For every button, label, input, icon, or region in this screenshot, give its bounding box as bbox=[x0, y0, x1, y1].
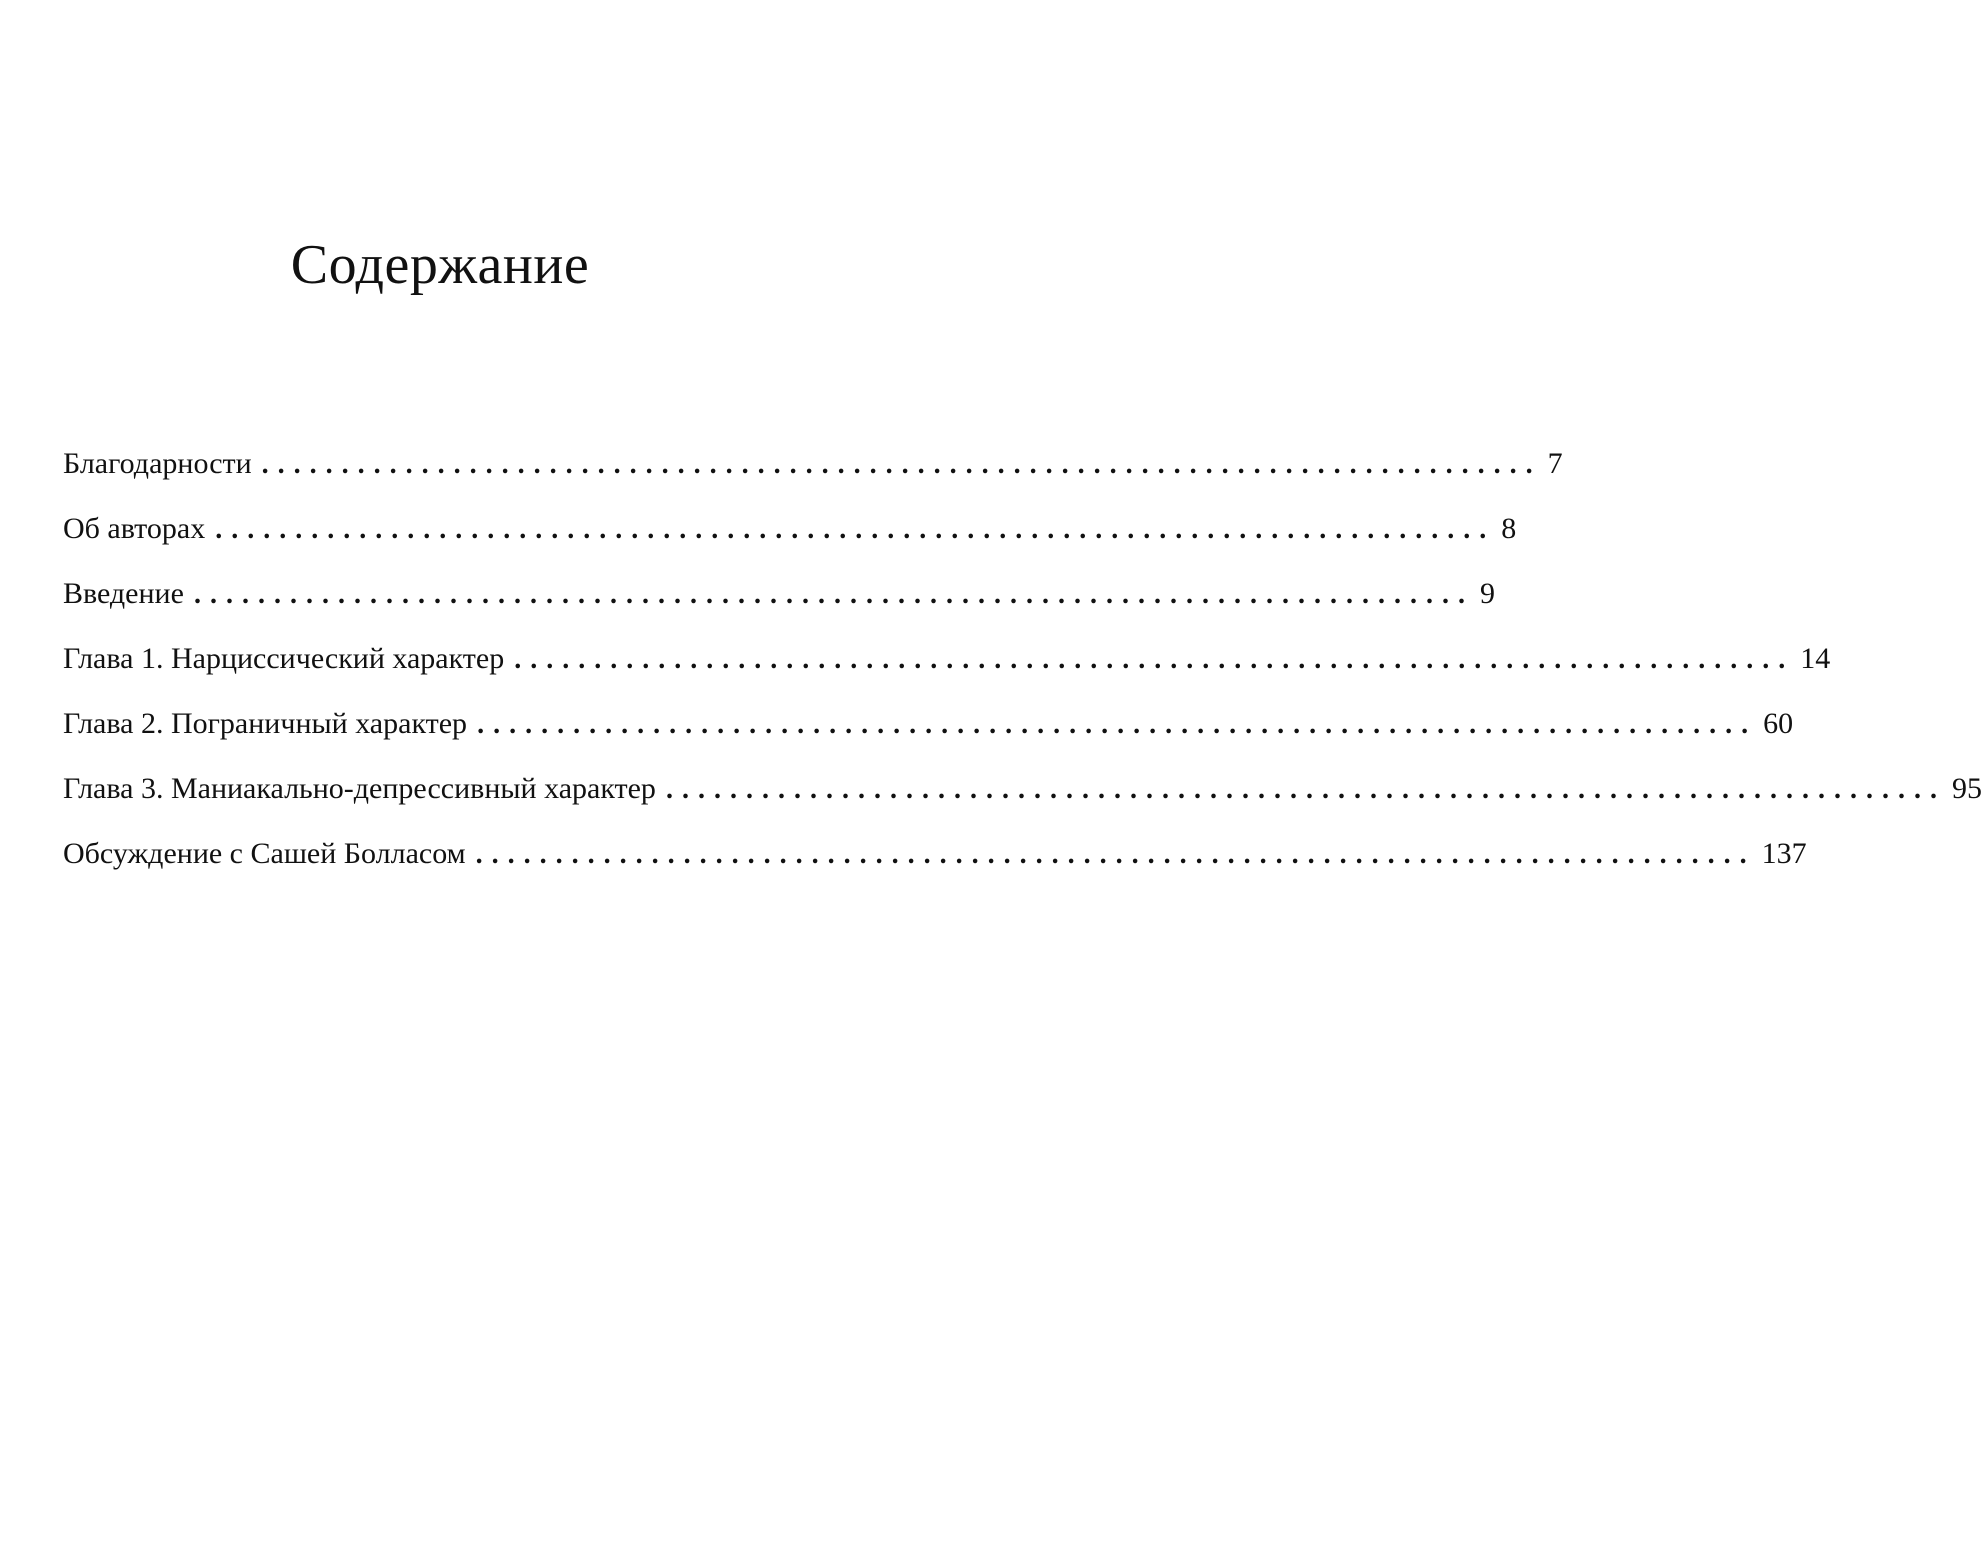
toc-dot-leader: ................................................................................ bbox=[193, 579, 1474, 610]
toc-entry bbox=[63, 765, 1982, 830]
toc-dot-leader: ................................................................................ bbox=[514, 644, 1795, 675]
toc-entry bbox=[63, 635, 1831, 700]
toc-entry bbox=[63, 505, 1517, 570]
toc-entry-page: 9 bbox=[1479, 577, 1495, 610]
toc-entry-page: 8 bbox=[1501, 512, 1517, 545]
toc-entry-page: 7 bbox=[1547, 447, 1563, 480]
toc-dot-leader: ................................................................................ bbox=[215, 514, 1496, 545]
toc-entry-title: Обсуждение с Сашей Болласом bbox=[63, 837, 466, 870]
page-title: Содержание bbox=[290, 234, 590, 296]
toc-entry bbox=[63, 440, 1563, 505]
toc-entry-title: Глава 2. Пограничный характер bbox=[63, 707, 468, 740]
toc-entry-title: Об авторах bbox=[63, 512, 206, 545]
toc-entry-title: Введение bbox=[63, 577, 184, 610]
toc-dot-leader: ................................................................................ bbox=[665, 774, 1946, 805]
toc-dot-leader: ................................................................................ bbox=[261, 449, 1542, 480]
table-of-contents bbox=[63, 440, 1982, 895]
toc-entry-page: 60 bbox=[1763, 707, 1794, 740]
toc-entry-title: Глава 1. Нарциссический характер bbox=[63, 642, 505, 675]
toc-entry-page: 14 bbox=[1800, 642, 1831, 675]
toc-entry bbox=[63, 830, 1807, 895]
toc-entry-title: Благодарности bbox=[63, 447, 252, 480]
toc-entry bbox=[63, 570, 1495, 635]
toc-dot-leader: ................................................................................ bbox=[475, 839, 1756, 870]
toc-entry-page: 137 bbox=[1761, 837, 1807, 870]
toc-dot-leader: ................................................................................ bbox=[477, 709, 1758, 740]
toc-entry-title: Глава 3. Маниакально-депрессивный характер bbox=[63, 772, 656, 805]
toc-entry-page: 95 bbox=[1951, 772, 1982, 805]
toc-entry bbox=[63, 700, 1794, 765]
